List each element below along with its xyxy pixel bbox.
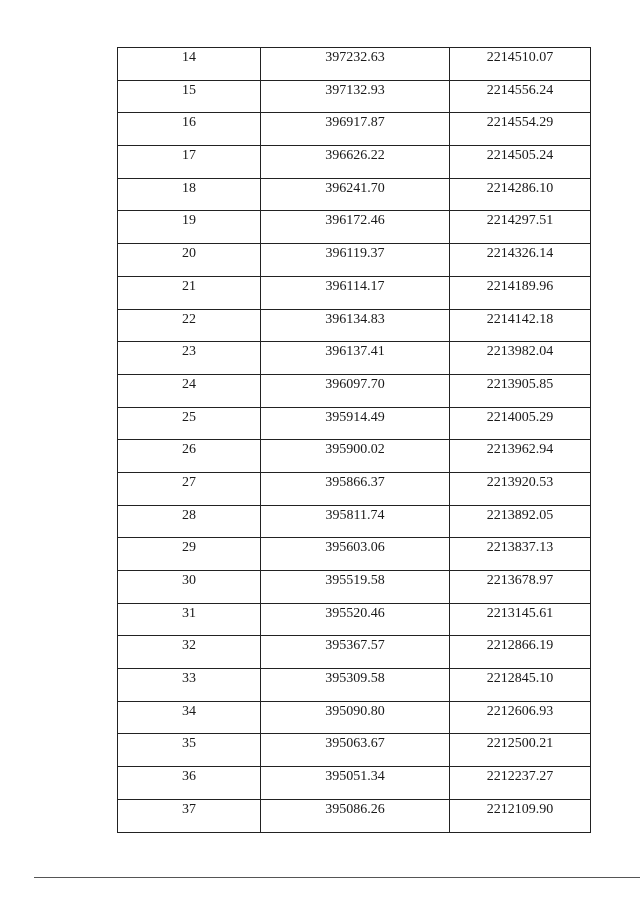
table-row [118,799,591,832]
y-coordinate-cell-text: 2213892.05 [486,507,554,523]
y-coordinate-cell-text: 2214556.24 [486,82,554,98]
point-number-cell-text: 31 [182,605,196,621]
y-coordinate-cell [450,407,591,440]
y-coordinate-cell [450,669,591,702]
x-coordinate-cell [261,276,450,309]
x-coordinate-cell-text: 395367.57 [325,638,385,654]
point-number-cell [118,505,261,538]
y-coordinate-cell-text: 2212109.90 [486,801,554,817]
y-coordinate-cell-text: 2214554.29 [486,115,554,131]
y-coordinate-cell [450,113,591,146]
point-number-cell-text: 35 [182,736,196,752]
y-coordinate-cell [450,767,591,800]
y-coordinate-cell [450,799,591,832]
x-coordinate-cell [261,80,450,113]
y-coordinate-cell [450,472,591,505]
point-number-cell-text: 37 [182,801,196,817]
y-coordinate-cell-text: 2214505.24 [486,148,554,164]
coordinate-table-body [118,48,591,833]
x-coordinate-cell [261,309,450,342]
x-coordinate-cell-text: 396097.70 [325,376,385,392]
table-row [118,48,591,81]
y-coordinate-cell [450,48,591,81]
x-coordinate-cell-text: 395309.58 [325,671,385,687]
point-number-cell [118,734,261,767]
x-coordinate-cell [261,538,450,571]
y-coordinate-cell [450,636,591,669]
y-coordinate-cell-text: 2214005.29 [486,409,554,425]
table-row [118,538,591,571]
point-number-cell [118,538,261,571]
x-coordinate-cell-text: 395811.74 [325,507,385,523]
x-coordinate-cell [261,472,450,505]
x-coordinate-cell-text: 395520.46 [325,605,385,621]
point-number-cell-text: 33 [182,671,196,687]
y-coordinate-cell [450,374,591,407]
y-coordinate-cell-text: 2213982.04 [486,344,554,360]
table-row [118,113,591,146]
x-coordinate-cell [261,113,450,146]
y-coordinate-cell-text: 2213145.61 [486,605,554,621]
x-coordinate-cell-text: 395914.49 [325,409,385,425]
x-coordinate-cell-text: 395051.34 [325,769,385,785]
point-number-cell-text: 18 [182,180,196,196]
x-coordinate-cell-text: 395086.26 [325,801,385,817]
x-coordinate-cell [261,374,450,407]
point-number-cell-text: 25 [182,409,196,425]
point-number-cell [118,767,261,800]
point-number-cell-text: 21 [182,278,196,294]
x-coordinate-cell-text: 395090.80 [325,703,385,719]
point-number-cell [118,146,261,179]
x-coordinate-cell-text: 395603.06 [325,540,385,556]
x-coordinate-cell [261,146,450,179]
point-number-cell-text: 22 [182,311,196,327]
table-row [118,440,591,473]
point-number-cell [118,440,261,473]
point-number-cell-text: 28 [182,507,196,523]
table-row [118,767,591,800]
x-coordinate-cell [261,407,450,440]
y-coordinate-cell-text: 2213678.97 [486,573,554,588]
y-coordinate-cell-text: 2214286.10 [486,180,554,196]
point-number-cell-text: 20 [182,246,196,262]
y-coordinate-cell [450,571,591,604]
point-number-cell-text: 23 [182,344,196,360]
point-number-cell-text: 24 [182,376,196,392]
table-row [118,309,591,342]
y-coordinate-cell [450,80,591,113]
table-row [118,636,591,669]
point-number-cell-text: 29 [182,540,196,556]
y-coordinate-cell-text: 2213905.85 [486,376,554,392]
point-number-cell [118,113,261,146]
point-number-cell-text: 30 [182,573,196,588]
table-row [118,178,591,211]
y-coordinate-cell-text: 2212606.93 [486,703,554,719]
x-coordinate-cell-text: 396134.83 [325,311,385,327]
table-row [118,244,591,277]
page-bottom-rule [34,877,640,878]
x-coordinate-cell [261,669,450,702]
point-number-cell [118,342,261,375]
point-number-cell [118,407,261,440]
point-number-cell [118,603,261,636]
point-number-cell-text: 17 [182,148,196,164]
point-number-cell [118,178,261,211]
point-number-cell-text: 27 [182,474,196,490]
y-coordinate-cell-text: 2213837.13 [486,540,554,556]
point-number-cell-text: 32 [182,638,196,654]
table-row [118,571,591,604]
table-row [118,407,591,440]
point-number-cell-text: 15 [182,82,196,98]
y-coordinate-cell [450,342,591,375]
y-coordinate-cell [450,538,591,571]
point-number-cell [118,636,261,669]
x-coordinate-cell [261,211,450,244]
x-coordinate-cell [261,342,450,375]
x-coordinate-cell-text: 396137.41 [325,344,385,360]
x-coordinate-cell [261,505,450,538]
x-coordinate-cell-text: 396917.87 [325,115,385,131]
point-number-cell [118,701,261,734]
y-coordinate-cell-text: 2213962.94 [486,442,554,458]
x-coordinate-cell-text: 396626.22 [325,148,385,164]
x-coordinate-cell [261,571,450,604]
x-coordinate-cell-text: 396119.37 [325,246,385,262]
y-coordinate-cell [450,309,591,342]
x-coordinate-cell-text: 396172.46 [325,213,385,229]
x-coordinate-cell [261,440,450,473]
y-coordinate-cell-text: 2212237.27 [486,769,554,785]
point-number-cell [118,472,261,505]
y-coordinate-cell-text: 2214510.07 [486,50,554,65]
point-number-cell-text: 19 [182,213,196,229]
point-number-cell-text: 14 [182,50,196,65]
x-coordinate-cell-text: 396114.17 [325,278,385,294]
y-coordinate-cell [450,734,591,767]
x-coordinate-cell [261,701,450,734]
y-coordinate-cell [450,211,591,244]
point-number-cell [118,244,261,277]
y-coordinate-cell-text: 2212500.21 [486,736,554,752]
x-coordinate-cell-text: 397232.63 [325,50,385,65]
x-coordinate-cell-text: 396241.70 [325,180,385,196]
x-coordinate-cell [261,734,450,767]
table-row [118,374,591,407]
y-coordinate-cell [450,701,591,734]
table-row [118,211,591,244]
x-coordinate-cell [261,636,450,669]
table-row [118,472,591,505]
y-coordinate-cell [450,276,591,309]
x-coordinate-cell [261,244,450,277]
table-row [118,342,591,375]
y-coordinate-cell [450,244,591,277]
y-coordinate-cell [450,603,591,636]
point-number-cell-text: 36 [182,769,196,785]
point-number-cell-text: 16 [182,115,196,131]
x-coordinate-cell [261,799,450,832]
x-coordinate-cell-text: 395866.37 [325,474,385,490]
table-row [118,276,591,309]
y-coordinate-cell-text: 2214297.51 [486,213,554,229]
y-coordinate-cell-text: 2214326.14 [486,246,554,262]
coordinate-table [117,47,591,833]
point-number-cell-text: 34 [182,703,196,719]
table-row [118,669,591,702]
y-coordinate-cell [450,505,591,538]
y-coordinate-cell-text: 2212866.19 [486,638,554,654]
point-number-cell [118,48,261,81]
x-coordinate-cell [261,178,450,211]
y-coordinate-cell-text: 2213920.53 [486,474,554,490]
x-coordinate-cell-text: 397132.93 [325,82,385,98]
table-row [118,603,591,636]
point-number-cell [118,309,261,342]
y-coordinate-cell-text: 2214189.96 [486,278,554,294]
y-coordinate-cell [450,146,591,179]
y-coordinate-cell-text: 2212845.10 [486,671,554,687]
table-row [118,505,591,538]
x-coordinate-cell-text: 395519.58 [325,573,385,588]
point-number-cell [118,374,261,407]
table-row [118,146,591,179]
x-coordinate-cell [261,48,450,81]
point-number-cell [118,571,261,604]
x-coordinate-cell-text: 395063.67 [325,736,385,752]
x-coordinate-cell [261,603,450,636]
point-number-cell [118,799,261,832]
point-number-cell [118,276,261,309]
table-row [118,734,591,767]
table-row [118,80,591,113]
y-coordinate-cell [450,178,591,211]
x-coordinate-cell [261,767,450,800]
point-number-cell [118,80,261,113]
point-number-cell [118,669,261,702]
table-row [118,701,591,734]
y-coordinate-cell-text: 2214142.18 [486,311,554,327]
y-coordinate-cell [450,440,591,473]
x-coordinate-cell-text: 395900.02 [325,442,385,458]
point-number-cell-text: 26 [182,442,196,458]
point-number-cell [118,211,261,244]
